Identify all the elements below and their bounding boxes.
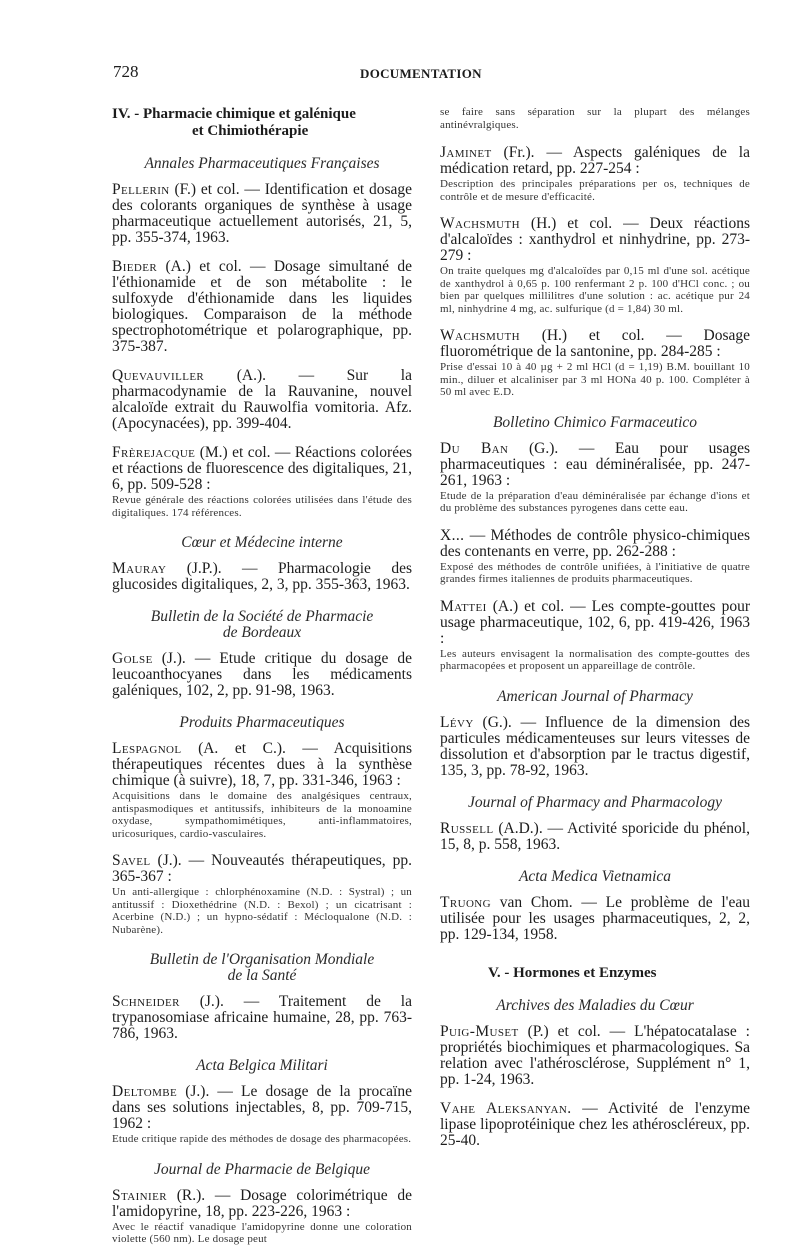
entry-citation	[440, 441, 750, 489]
right-column	[440, 106, 750, 1162]
entry-text: (J.P.). — Pharmacologie des glucosides digitaliques, 2, 3, pp. 355-363, 1963.	[112, 560, 412, 593]
journal-title-line: Acta Medica Vietnamica	[518, 867, 672, 885]
entry-note: Revue générale des réactions colorées utilisées dans l'étude des digitaliques. 174 références.	[112, 494, 412, 519]
entry-note: Un anti-allergique : chlorphénoxamine (N.D. : Systral) ; un antitussif : Dioxethédrine (N.D. : Bexol) ; un cicatrisant : Acerbine (N.D.) ; un hypno-sédatif : Mécloqualone (N.D. : Nubarène).	[112, 886, 412, 936]
entry-author: Deltombe	[112, 1083, 178, 1100]
section-heading-line: et Chimiothérapie	[192, 123, 309, 139]
journal-title	[112, 156, 412, 172]
entry-citation	[112, 561, 412, 593]
entry-text: (J.). — Le dosage de la procaïne dans ses solutions injectables, 8, pp. 709-715, 1962 :	[112, 1083, 412, 1132]
entry-citation	[440, 821, 750, 853]
entry-text: (A. et C.). — Acquisitions thérapeutiques récentes dues à la synthèse chimique (à suivre), 18, 7, pp. 331-346, 1963 :	[112, 740, 412, 789]
entry-text: . — Activité de l'enzyme lipase lipoprotéinique chez les athéroscléreux, pp. 25-40.	[440, 1099, 751, 1149]
journal-title	[112, 1162, 412, 1178]
journal-title-line: Bolletino Chimico Farmaceutico	[492, 413, 698, 431]
bibliography-entry	[440, 895, 750, 943]
entry-citation	[112, 259, 412, 355]
entry-citation	[112, 651, 412, 699]
entry-author: Russell	[440, 819, 494, 837]
journal-title-line: de Bordeaux	[222, 624, 302, 641]
journal-title	[440, 869, 750, 885]
entry-note: On traite quelques mg d'alcaloïdes par 0,15 ml d'une sol. acétique de xanthydrol à 0,65 p. 100 renfermant 2 p. 100 d'HCl conc. ; ou bien par quelques millilitres d'une solution : ac. acétique pur 24 ml, ninhydrine 4 mg, ac. sulfurique (d = 1,84) 30 ml.	[440, 265, 750, 315]
bibliography-entry	[112, 445, 412, 519]
bibliography-entry	[112, 182, 412, 246]
journal-title-line: Cœur et Médecine interne	[181, 534, 343, 551]
entry-text: (Fr.). — Aspects galéniques de la médication retard, pp. 227-254 :	[440, 144, 750, 177]
entry-note: Prise d'essai 10 à 40 µg + 2 ml HCl (d = 1,19) B.M. bouillant 10 min., diluer et alcaliniser par 3 ml HONa 40 p. 100. Compléter à 50 ml avec E.D.	[440, 361, 750, 398]
journal-title	[112, 952, 412, 984]
entry-citation	[440, 715, 750, 779]
entry-citation	[440, 145, 750, 177]
bibliography-entry	[112, 994, 412, 1042]
journal-title-line: Acta Belgica Militari	[196, 1057, 328, 1074]
entry-citation	[440, 1101, 750, 1149]
bibliography-entry	[440, 715, 750, 779]
entry-text: (F.) et col. — Identification et dosage des colorants organiques de synthèse à usage pharmaceutique actuellement autorisés, 21, 5, pp. 355-374, 1963.	[112, 181, 412, 246]
entry-text: (H.) et col. — Deux réactions d'alcaloïdes : xanthydrol et ninhydrine, pp. 273-279 :	[440, 215, 750, 264]
bibliography-entry	[440, 599, 750, 673]
entry-citation	[440, 895, 750, 943]
entry-author: Du Ban	[440, 439, 509, 457]
left-column	[112, 106, 412, 1259]
journal-title-line: Bulletin de la Société de Pharmacie	[150, 608, 374, 625]
bibliography-entry	[440, 145, 750, 203]
entry-text: (J.). — Nouveautés thérapeutiques, pp. 365-367 :	[112, 852, 412, 885]
entry-citation	[112, 368, 412, 432]
entry-text: (J.). — Etude critique du dosage de leucoanthocyanes dans les médicaments galéniques, 102, 2, pp. 91-98, 1963.	[112, 650, 412, 699]
entry-citation	[112, 741, 412, 789]
entry-citation	[112, 1188, 412, 1220]
entry-note: Etude de la préparation d'eau déminéralisée par échange d'ions et du problème des substances pyrogenes dans cette eau.	[440, 489, 750, 514]
journal-title-line: Archives des Maladies du Cœur	[496, 996, 694, 1014]
entry-text: (H.) et col. — Dosage fluorométrique de la santonine, pp. 284-285 :	[440, 327, 750, 360]
entry-citation	[112, 994, 412, 1042]
bibliography-entry	[112, 1188, 412, 1246]
entry-author: Pellerin	[112, 181, 170, 198]
entry-citation	[112, 445, 412, 493]
entry-author: Savel	[112, 852, 151, 869]
entry-author: Lespagnol	[112, 740, 182, 757]
entry-text: (M.) et col. — Réactions colorées et réactions de fluorescence des digitaliques, 21, 6, pp. 509-528 :	[112, 444, 412, 493]
journal-title	[112, 1058, 412, 1074]
entry-citation	[112, 182, 412, 246]
journal-list	[112, 156, 412, 1246]
entry-author: Vahe Aleksanyan	[440, 1099, 568, 1117]
journal-title	[112, 609, 412, 641]
entry-note: Etude critique rapide des méthodes de dosage des pharmacopées.	[112, 1133, 412, 1145]
entry-text: — Méthodes de contrôle physico-chimiques des contenants en verre, pp. 262-288 :	[440, 526, 750, 560]
bibliography-entry	[112, 368, 412, 432]
journal-title-line: American Journal of Pharmacy	[497, 687, 693, 705]
bibliography-entry	[440, 441, 750, 515]
journal-title-line: Journal of Pharmacy and Pharmacology	[468, 793, 722, 811]
entry-text: (P.) et col. — L'hépatocatalase : propriétés biochimiques et pharmacologiques. Sa relation avec l'athérosclérose, Supplément n° 1, pp. 1-24, 1963.	[440, 1022, 750, 1088]
bibliography-entry	[112, 741, 412, 840]
bibliography-entry	[112, 651, 412, 699]
entry-citation	[440, 328, 750, 360]
entry-author: Schneider	[112, 993, 180, 1010]
entry-citation	[440, 216, 750, 264]
entry-author: Jaminet	[440, 144, 492, 161]
entry-citation	[112, 1084, 412, 1132]
entry-citation	[440, 1024, 750, 1088]
journal-title	[112, 535, 412, 551]
entry-author: Wachsmuth	[440, 327, 520, 344]
entry-text: (J.). — Traitement de la trypanosomiase africaine humaine, 28, pp. 763-786, 1963.	[112, 993, 412, 1042]
entry-text: van Chom. — Le problème de l'eau utilisée pour les usages pharmaceutiques, 2, 2, pp. 129-134, 1958.	[440, 893, 750, 943]
entry-citation	[112, 853, 412, 885]
bibliography-entry	[440, 216, 750, 315]
entry-note: Description des principales préparations per os, techniques de contrôle et de mesure d'efficacité.	[440, 178, 750, 203]
entry-text: (R.). — Dosage colorimétrique de l'amidopyrine, 18, pp. 223-226, 1963 :	[112, 1186, 412, 1220]
entry-text: (G.). — Eau pour usages pharmaceutiques : eau déminéralisée, pp. 247-261, 1963 :	[440, 439, 750, 489]
entry-author: Golse	[112, 650, 153, 667]
bibliography-entry	[112, 561, 412, 593]
entry-author: Frèrejacque	[112, 444, 196, 461]
journal-title-line: Annales Pharmaceutiques Françaises	[144, 155, 380, 172]
entry-text: (A.) et col. — Les compte-gouttes pour usage pharmaceutique, 102, 6, pp. 419-426, 1963 :	[440, 597, 750, 647]
entry-text: (G.). — Influence de la dimension des particules médicamenteuses sur leurs vitesses de dissolution et d'absorption par le tractus digestif, 135, 3, pp. 78-92, 1963.	[440, 713, 750, 779]
section-heading-line: V. - Hormones et Enzymes	[488, 964, 657, 981]
section-heading-line: IV. - Pharmacie chimique et galénique	[112, 106, 356, 122]
section-heading-iv	[112, 106, 412, 140]
entry-author: Quevauviller	[112, 367, 205, 384]
bibliography-entry	[440, 1101, 750, 1149]
journal-list	[440, 998, 750, 1149]
entry-author: Bieder	[112, 258, 158, 275]
bibliography-entry	[440, 1024, 750, 1088]
running-title: DOCUMENTATION	[360, 66, 482, 81]
bibliography-entry	[112, 259, 412, 355]
entry-author: Puig-Muset	[440, 1022, 519, 1040]
bibliography-entry	[440, 328, 750, 399]
journal-title-line: Produits Pharmaceutiques	[179, 714, 345, 731]
journal-list	[440, 145, 750, 943]
entry-author: Mauray	[112, 560, 167, 577]
entry-author: Truong	[440, 893, 491, 911]
journal-title	[440, 998, 750, 1014]
journal-title	[440, 415, 750, 431]
entry-author: Stainier	[112, 1186, 167, 1204]
journal-title	[440, 689, 750, 705]
entry-note: Acquisitions dans le domaine des analgésiques centraux, antispasmodiques et antitussifs, inhibiteurs de la monoamine oxydase, sympathomimétiques, anti-inflammatoires, uricosuriques, cardio-vasculaires.	[112, 790, 412, 840]
entry-citation	[440, 528, 750, 560]
journal-title-line: Bulletin de l'Organisation Mondiale	[149, 951, 375, 968]
entry-author: Lévy	[440, 713, 474, 731]
entry-text: (A.). — Sur la pharmacodynamie de la Rauvanine, nouvel alcaloïde extrait du Rauwolfia vomitoria. Afz. (Apocynacées), pp. 399-404.	[112, 367, 412, 432]
entry-note: Les auteurs envisagent la normalisation des compte-gouttes des pharmacopées et proposent un appareillage de contrôle.	[440, 647, 750, 672]
journal-title-line: Journal de Pharmacie de Belgique	[153, 1160, 371, 1178]
page-number: 728	[113, 62, 139, 81]
journal-title-line: de la Santé	[227, 967, 297, 984]
entry-citation	[440, 599, 750, 647]
entry-author: X...	[440, 526, 465, 544]
bibliography-entry	[440, 821, 750, 853]
entry-text: (A.D.). — Activité sporicide du phénol, 15, 8, p. 558, 1963.	[440, 819, 750, 853]
entry-note: Avec le réactif vanadique l'amidopyrine donne une coloration violette (560 nm). Le dosage peut	[112, 1220, 412, 1245]
continuation-note: se faire sans séparation sur la plupart des mélanges antinévralgiques.	[440, 106, 750, 131]
bibliography-entry	[112, 853, 412, 936]
journal-title	[112, 715, 412, 731]
section-heading-v	[440, 965, 750, 982]
entry-text: (A.) et col. — Dosage simultané de l'éthionamide et de son métabolite : le sulfoxyde d'éthionamide dans les liquides biologiques. Comparaison de la méthode spectrophotométrique et polarographique, pp. 375-387.	[112, 258, 412, 355]
bibliography-entry	[440, 528, 750, 586]
entry-author: Wachsmuth	[440, 215, 520, 232]
bibliography-entry	[112, 1084, 412, 1146]
entry-note: Exposé des méthodes de contrôle unifiées, à l'initiative de quatre grandes firmes italiennes de produits pharmaceutiques.	[440, 560, 750, 585]
entry-author: Mattei	[440, 597, 487, 615]
journal-title	[440, 795, 750, 811]
